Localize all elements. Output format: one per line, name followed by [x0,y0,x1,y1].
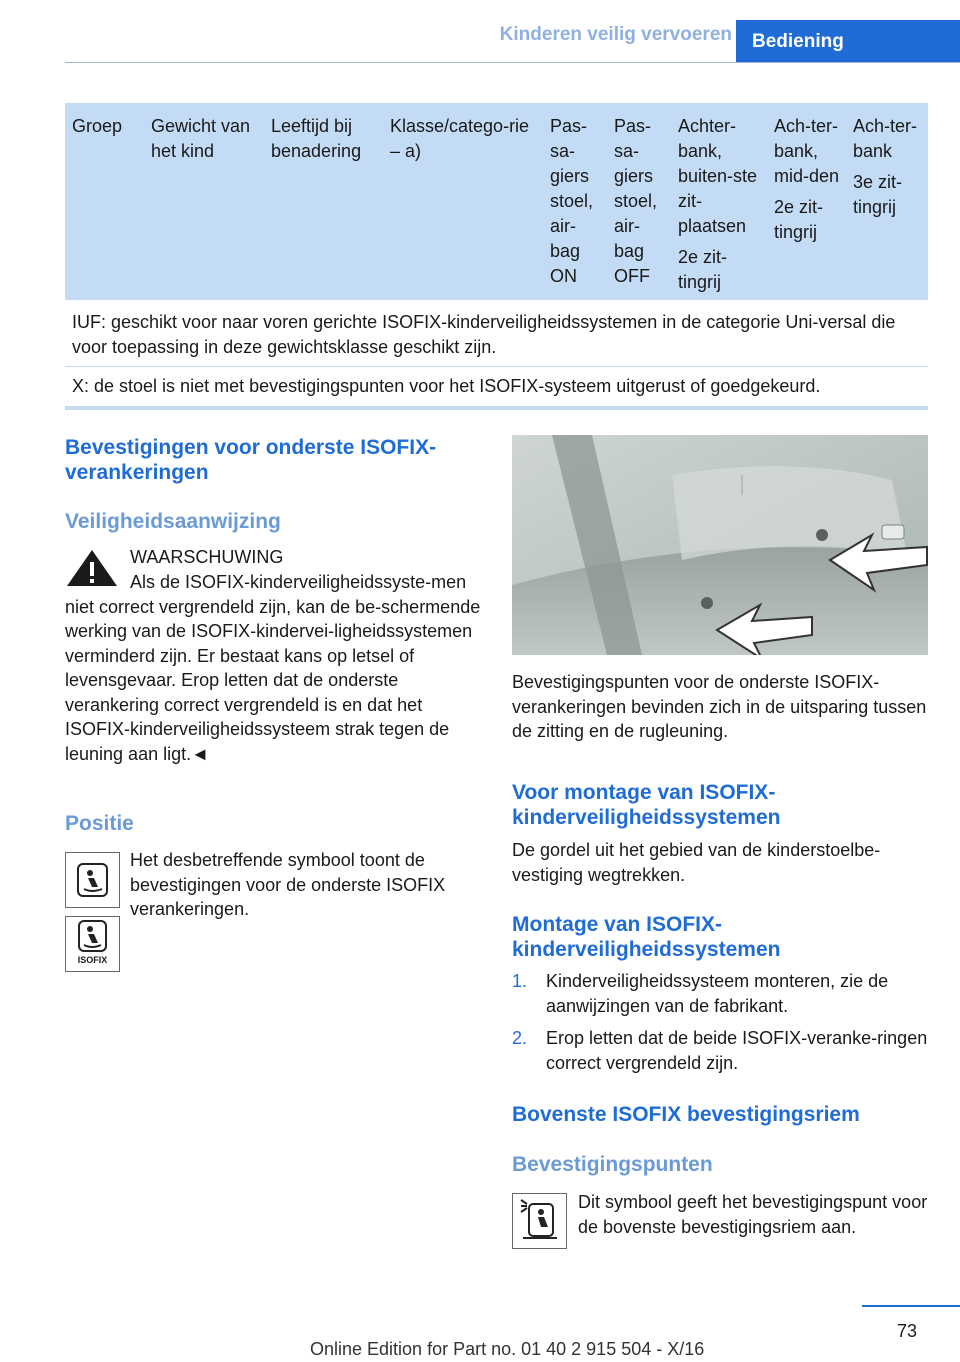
table-header-cell: Ach-ter-bank 3e zit-tingrij [853,116,918,217]
isofix-icon [65,916,120,972]
anchor-points-text: Dit symbool geeft het bevestigingspunt voor de bovenste bevestigingsriem aan. [578,1192,928,1237]
running-header-section: Kinderen veilig vervoeren [499,24,732,45]
table-header-cell: Pas-sa-giers stoel, air-bag ON [550,116,594,286]
position-heading: Positie [65,812,134,835]
isofix-label: ISOFIX [77,955,108,965]
position-text: Het desbetreffende symbool toont de bevestigingen voor de onderste ISOFIX verankeringen. [130,850,446,919]
table-header-cell: Gewicht van het kind [151,116,251,161]
table-header-cell: Ach-ter-bank, mid-den 2e zit-tingrij [774,116,840,242]
safety-heading: Veiligheidsaanwijzing [65,510,281,533]
running-header-chapter: Bediening [736,20,960,62]
warning-text: Als de ISOFIX-kinderveiligheidssyste-men niet correct vergrendeld zijn, kan de be-schermende werking van de ISOFIX-kindervei-ligheidssystemen verminderd zijn. Er bestaat kans op letsel of levensgevaar. Erop letten dat de onderste verankering correct vergrendeld is en dat het ISOFIX-kinderveiligheidssysteem strak tegen de leuning aan ligt.◄ [65,572,481,764]
table-note-x: X: de stoel is niet met bevestigingspunten voor het ISOFIX-systeem uitgerust of goedgekeurd. [72,376,821,396]
footer-rule [862,1305,960,1307]
section-heading-lower-isofix: Bevestigingen voor onderste ISOFIX-verankeringen [65,436,437,484]
list-item-number: 2. [512,1028,528,1048]
header-rule [65,62,960,63]
list-item-text: Erop letten dat de beide ISOFIX-veranke-ringen correct vergrendeld zijn. [546,1028,928,1073]
table-divider [65,366,928,367]
footer-edition: Online Edition for Part no. 01 40 2 915 504 - X/16 [310,1339,705,1359]
mounting-heading: Montage van ISOFIX-kinderveiligheidssystemen [512,913,781,961]
anchor-points-heading: Bevestigingspunten [512,1153,713,1176]
warning-title: WAARSCHUWING [130,547,284,567]
top-tether-icon [512,1193,567,1249]
page-number: 73 [896,1321,917,1341]
table-header-row [65,103,928,300]
list-item [512,969,928,1019]
photo-caption: Bevestigingspunten voor de onderste ISOFIX-verankeringen bevinden zich in de uitsparing tussen de zitting en de rugleuning. [512,672,927,741]
table-header-cell: Groep [72,116,123,136]
table-bottom-rule [65,406,928,410]
table-header-cell: Achter-bank, buiten-ste zit-plaatsen 2e zit-tingrij [678,116,758,292]
before-mounting-text: De gordel uit het gebied van de kinderstoelbe-vestiging wegtrekken. [512,840,881,885]
list-item-number: 1. [512,971,528,991]
list-item-text: Kinderveiligheidssysteem monteren, zie de aanwijzingen van de fabrikant. [546,971,889,1016]
rear-seat-anchor-photo [512,435,928,655]
table-header-cell: Pas-sa-giers stoel, air-bag OFF [614,116,658,286]
top-tether-heading: Bovenste ISOFIX bevestigingsriem [512,1103,860,1126]
table-header-cell: Leeftijd bij benadering [271,116,362,161]
before-mounting-heading: Voor montage van ISOFIX-kinderveiligheidssystemen [512,781,781,829]
table-note-iuf: IUF: geschikt voor naar voren gerichte ISOFIX-kinderveiligheidssystemen in de categorie Uni-versal die voor toepassing in deze gewichtsklasse geschikt zijn. [72,312,896,357]
child-seat-anchor-icon [65,852,120,908]
list-item [512,1026,928,1076]
table-header-cell: Klasse/catego-rie – a) [390,116,530,161]
